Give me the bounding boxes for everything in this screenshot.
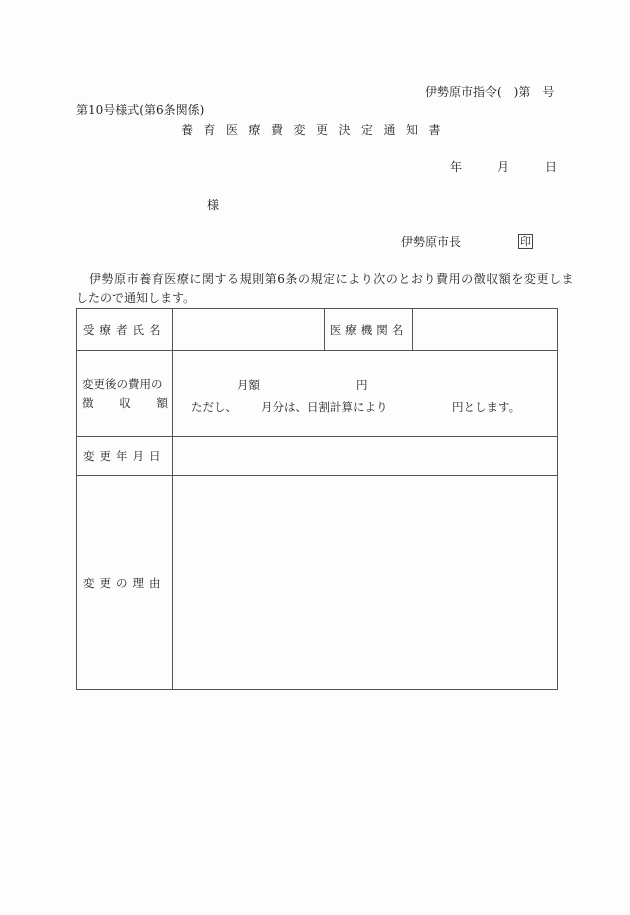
fee-proviso-mid: 月分は、日割計算により: [261, 400, 388, 414]
body-text-line1: 伊勢原市養育医療に関する規則第6条の規定により次のとおり費用の徴収額を変更しま: [89, 272, 575, 286]
fee-yen-label: 円: [356, 378, 368, 392]
change-date-label: 変更年月日: [77, 437, 173, 476]
reason-field[interactable]: [173, 476, 558, 690]
row-fee: [77, 351, 558, 437]
patient-name-label: 受療者氏名: [77, 309, 173, 351]
body-text-line2: したので通知します。: [76, 291, 196, 305]
institution-label: 医療機関名: [325, 309, 413, 351]
date-day-label: 日: [545, 160, 558, 174]
date-year-label: 年: [450, 160, 463, 174]
document-title: 養育医療費変更決定通知書: [181, 123, 452, 137]
fee-label-line1: 変更後の費用の: [82, 376, 163, 391]
addressee-suffix: 様: [207, 198, 220, 212]
patient-name-field[interactable]: [173, 309, 325, 351]
fee-proviso-prefix: ただし、: [191, 400, 237, 414]
change-date-field[interactable]: [173, 437, 558, 476]
notice-table: [76, 308, 558, 690]
form-number: 第10号様式(第6条関係): [76, 103, 205, 117]
fee-proviso-suffix: 円とします。: [452, 400, 521, 414]
seal-mark: [518, 234, 533, 249]
fee-label: [77, 351, 173, 437]
seal-icon: 印: [520, 235, 531, 248]
designation-number: 伊勢原市指令( )第 号: [425, 85, 555, 99]
date-month-label: 月: [497, 160, 510, 174]
row-change-date: [77, 437, 558, 476]
fee-monthly-label: 月額: [237, 378, 260, 392]
reason-label: 変更の理由: [77, 476, 173, 690]
fee-label-line2: 徴 収 額: [82, 395, 168, 410]
row-patient: [77, 309, 558, 351]
row-reason: [77, 476, 558, 690]
fee-field[interactable]: [173, 351, 558, 437]
institution-field[interactable]: [413, 309, 558, 351]
issuer-name: 伊勢原市長: [401, 235, 462, 249]
